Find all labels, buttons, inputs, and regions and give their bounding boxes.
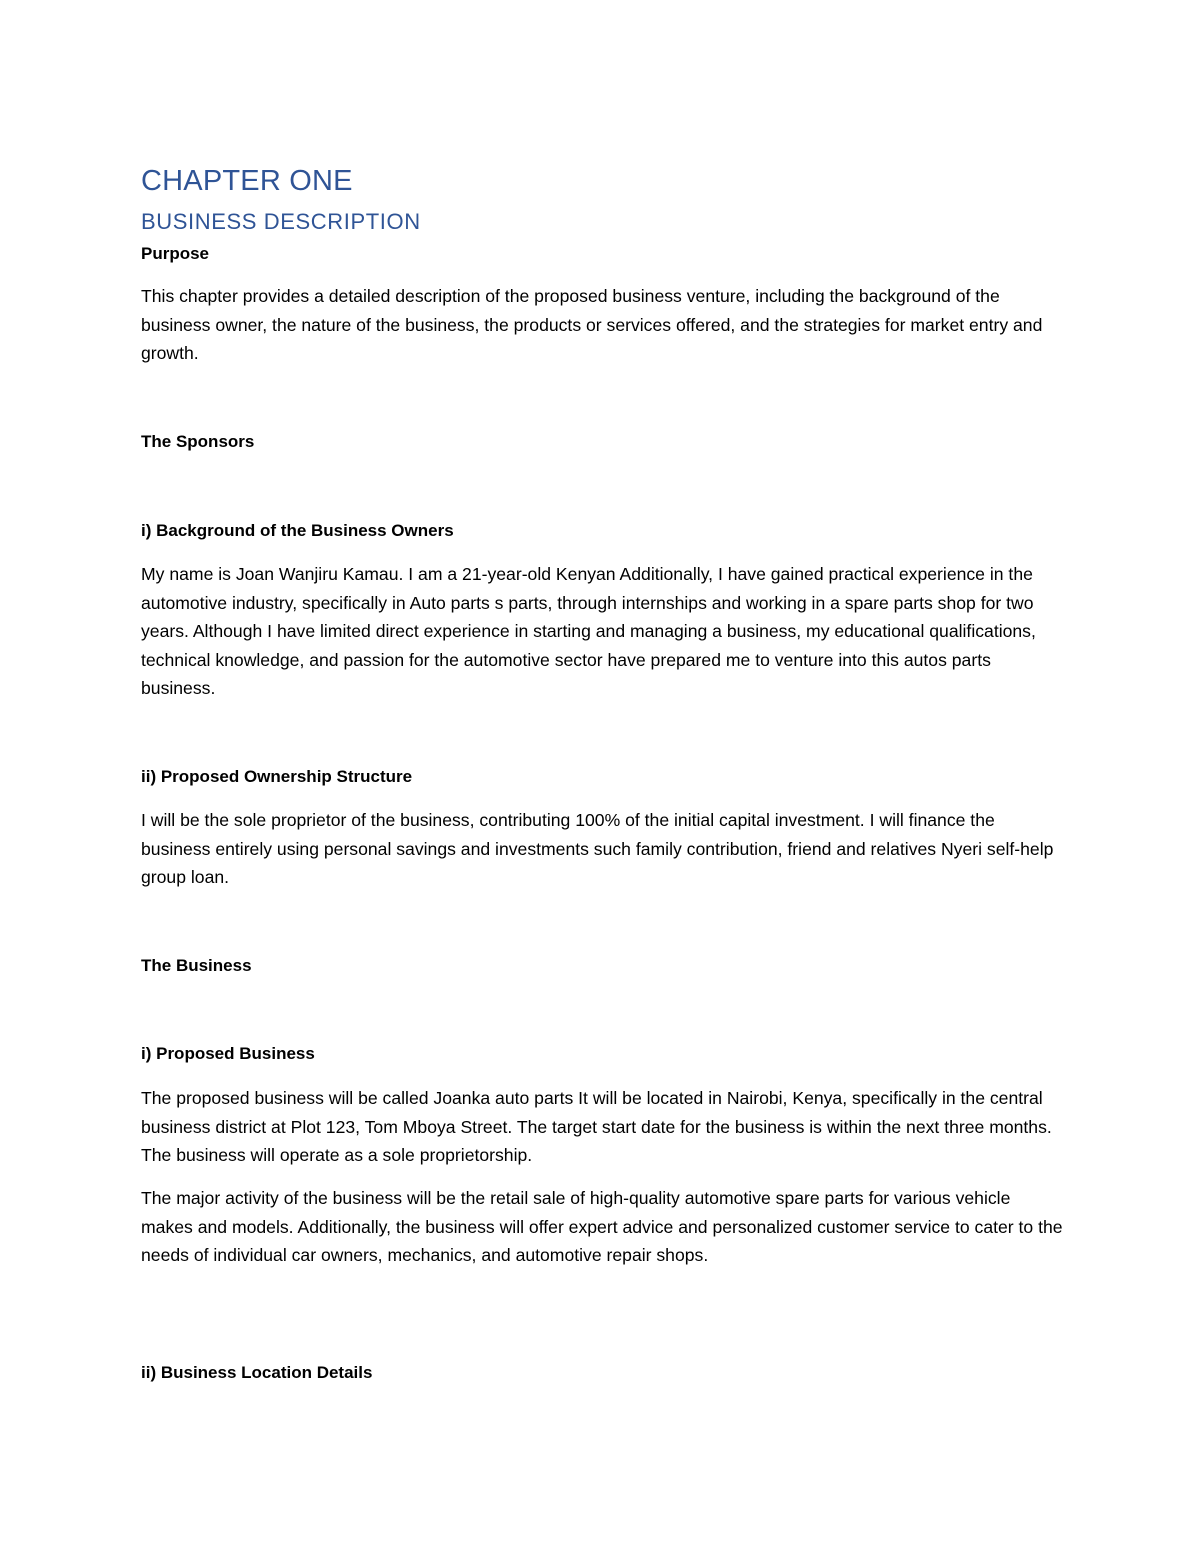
chapter-title: CHAPTER ONE [141,165,353,197]
proposed-business-heading: i) Proposed Business [141,1044,315,1063]
sponsors-heading: The Sponsors [141,432,255,451]
proposed-business-paragraph-1: The proposed business will be called Joanka auto parts It will be located in Nairobi, Kenya, specifically in the central business district at Plot 123, Tom Mboya Street. The target start date for the business is within the next three months. The business will operate as a sole proprietorship. [141,1088,1052,1166]
purpose-heading: Purpose [141,244,210,263]
proposed-business-paragraph-2: The major activity of the business will be the retail sale of high-quality automotive spare parts for various vehicle makes and models. Additionally, the business will offer expert advice and personalized customer service to cater to the needs of individual car owners, mechanics, and automotive repair shops. [141,1188,1063,1266]
section-title: BUSINESS DESCRIPTION [141,209,421,234]
background-paragraph: My name is Joan Wanjiru Kamau. I am a 21-year-old Kenyan Additionally, I have gained practical experience in the automotive industry, specifically in Auto parts s parts, through internships and working in a spare parts shop for two years. Although I have limited direct experience in starting and managing a business, my educational qualifications, technical knowledge, and passion for the automotive sector have prepared me to venture into this autos parts business. [141,564,1036,699]
location-heading: ii) Business Location Details [141,1363,373,1382]
purpose-paragraph: This chapter provides a detailed description of the proposed business venture, including the background of the business owner, the nature of the business, the products or services offered, and the strategies for market entry and growth. [141,286,1043,364]
business-heading: The Business [141,956,252,975]
background-heading: i) Background of the Business Owners [141,521,454,540]
ownership-paragraph: I will be the sole proprietor of the business, contributing 100% of the initial capital investment. I will finance the business entirely using personal savings and investments such family contribution, friend and relatives Nyeri self-help group loan. [141,810,1054,888]
ownership-heading: ii) Proposed Ownership Structure [141,767,413,786]
